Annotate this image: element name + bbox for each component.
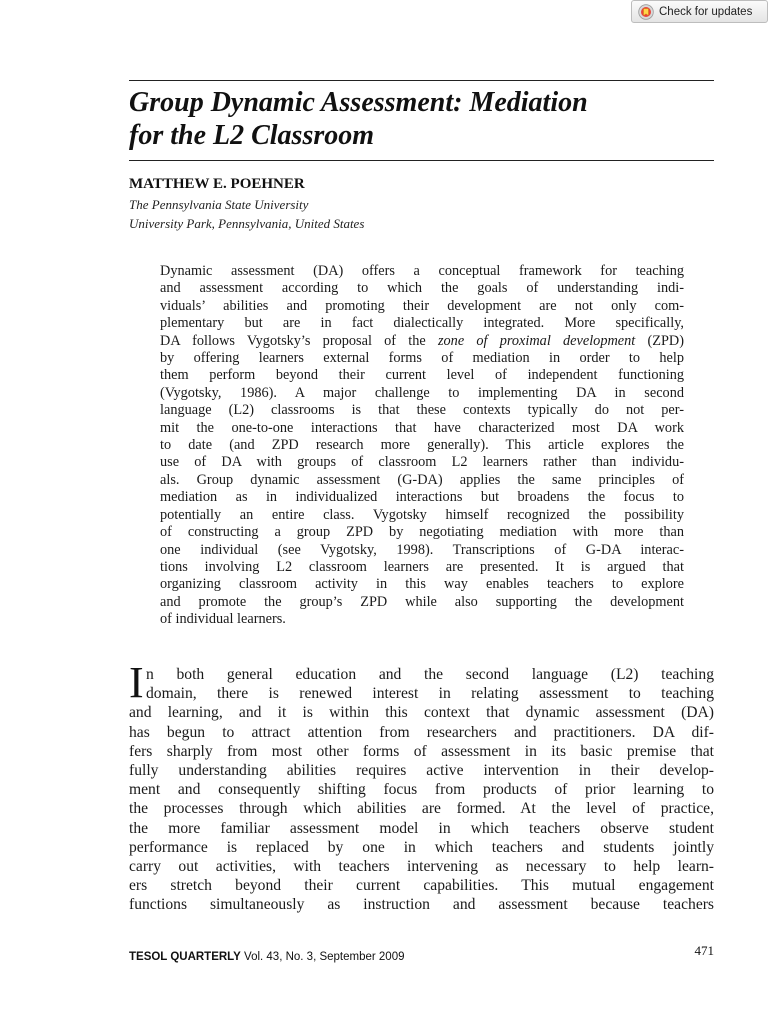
abstract-line: plementary but are in fact dialectically integrated. More specifically, — [160, 315, 684, 332]
article-title — [129, 86, 719, 152]
body-line: fully understanding abilities requires active intervention in their develop- — [129, 762, 714, 780]
abstract-line: one individual (see Vygotsky, 1998). Transcriptions of G-DA interac- — [160, 541, 684, 558]
abstract-line: to date (and ZPD research more generally). This article explores the — [160, 437, 684, 454]
abstract-line: by offering learners external forms of mediation in order to help — [160, 350, 684, 367]
journal-name: TESOL QUARTERLY — [129, 951, 241, 963]
author-name: MATTHEW E. POEHNER — [129, 176, 305, 192]
abstract-line: use of DA with groups of classroom L2 learners rather than individu- — [160, 454, 684, 471]
title-top-rule — [129, 80, 714, 81]
abstract-line: of individual learners. — [160, 611, 286, 628]
abstract-line: of constructing a group ZPD by negotiating mediation with more than — [160, 524, 684, 541]
abstract-line: Dynamic assessment (DA) offers a conceptual framework for teaching — [160, 263, 684, 279]
abstract — [160, 263, 684, 629]
author-affiliation-2: University Park, Pennsylvania, United States — [129, 216, 365, 231]
abstract-line: viduals’ abilities and promoting their development are not only com- — [160, 297, 684, 314]
check-for-updates-label: Check for updates — [659, 5, 753, 18]
body-line: functions simultaneously as instruction and assessment because teachers — [129, 896, 714, 914]
body-line: domain, there is renewed interest in relating assessment to teaching — [146, 685, 714, 703]
check-updates-icon — [638, 4, 654, 20]
abstract-line: mediation as in individualized interactions but broadens the focus to — [160, 489, 684, 506]
body-line: n both general education and the second language (L2) teaching — [146, 666, 714, 683]
body-line: ers stretch beyond their current capabilities. This mutual engagement — [129, 877, 714, 895]
title-bottom-rule — [129, 160, 714, 161]
abstract-line — [160, 333, 684, 350]
abstract-line: and promote the group’s ZPD while also supporting the development — [160, 593, 684, 610]
abstract-line: (Vygotsky, 1986). A major challenge to implementing DA in second — [160, 384, 684, 401]
drop-cap: I — [129, 658, 144, 707]
abstract-line: tions involving L2 classroom learners are presented. It is argued that — [160, 558, 684, 575]
body-line: the more familiar assessment model in which teachers observe student — [129, 819, 714, 837]
body-text — [129, 658, 714, 915]
abstract-line-part: (ZPD) — [635, 332, 685, 349]
abstract-line: language (L2) classrooms is that these contexts typically do not per- — [160, 402, 684, 419]
article-title-line-2: for the L2 Classroom — [129, 120, 375, 151]
journal-footer — [129, 951, 405, 963]
article-title-line-1: Group Dynamic Assessment: Mediation — [129, 87, 588, 118]
check-for-updates-button[interactable] — [631, 0, 768, 23]
author-affiliation-1: The Pennsylvania State University — [129, 197, 309, 212]
page-number: 471 — [694, 943, 714, 958]
body-line: carry out activities, with teachers intervening as necessary to help learn- — [129, 858, 714, 876]
abstract-line: als. Group dynamic assessment (G-DA) applies the same principles of — [160, 471, 684, 488]
body-line: the processes through which abilities are formed. At the level of practice, — [129, 800, 714, 818]
abstract-emphasis: zone of proximal development — [437, 332, 636, 349]
body-line: and learning, and it is within this context that dynamic assessment (DA) — [129, 704, 714, 722]
abstract-line-part: DA follows Vygotsky’s proposal of the — [160, 332, 438, 349]
body-line: ment and consequently shifting focus from products of prior learning to — [129, 781, 714, 799]
journal-issue: Vol. 43, No. 3, September 2009 — [244, 951, 405, 963]
abstract-line: them perform beyond their current level of independent functioning — [160, 367, 684, 384]
abstract-line: organizing classroom activity in this way enables teachers to explore — [160, 576, 684, 593]
body-line: has begun to attract attention from researchers and practitioners. DA dif- — [129, 723, 714, 741]
body-line: fers sharply from most other forms of assessment in its basic premise that — [129, 742, 714, 760]
body-line: performance is replaced by one in which teachers and students jointly — [129, 838, 714, 856]
abstract-line: potentially an entire class. Vygotsky himself recognized the possibility — [160, 506, 684, 523]
abstract-line: and assessment according to which the goals of understanding indi- — [160, 280, 684, 297]
abstract-line: mit the one-to-one interactions that have characterized most DA work — [160, 419, 684, 436]
